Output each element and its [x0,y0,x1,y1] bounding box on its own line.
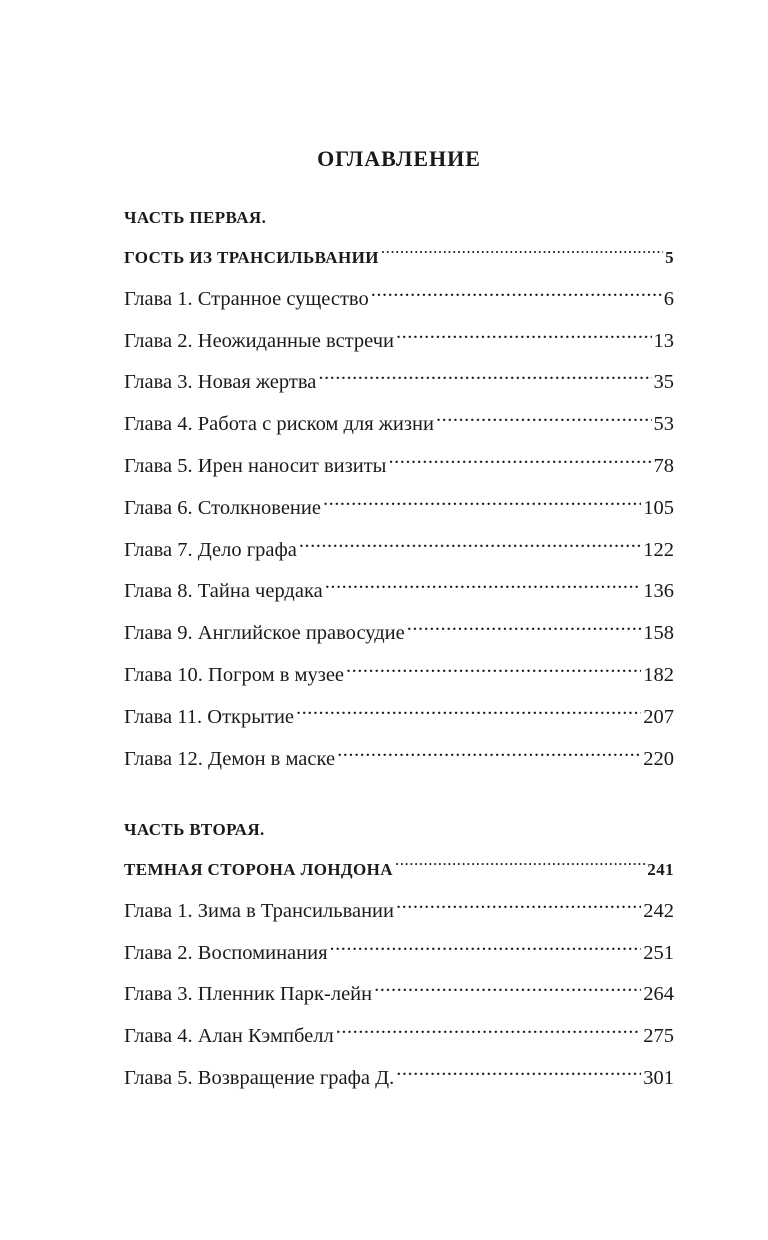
chapter-title: Глава 7. Дело графа [124,538,297,561]
chapter-title: Глава 6. Столкновение [124,496,321,519]
dot-leader [396,317,651,347]
dot-leader [407,609,642,639]
dot-leader [299,526,641,556]
chapter-title: Глава 1. Зима в Трансильвании [124,899,395,922]
chapter-row [124,275,674,317]
chapter-row [124,317,674,359]
page-number: 220 [643,747,674,770]
page-number: 301 [643,1066,674,1089]
page-number: 251 [643,941,674,964]
page-number: 158 [643,622,674,645]
dot-leader [371,275,662,305]
dot-leader [346,651,641,681]
chapter-row [124,887,674,929]
page-number: 275 [643,1025,674,1048]
chapter-title: Глава 9. Английское правосудие [124,622,405,645]
chapter-row [124,609,674,651]
page-number: 13 [653,329,674,352]
chapter-row [124,1054,674,1096]
chapter-title: Глава 2. Воспоминания [124,941,328,964]
chapter-title: Глава 10. Погром в музее [124,663,345,686]
dot-leader [296,693,641,723]
chapter-title: Глава 3. Новая жертва [124,371,317,394]
page-number: 122 [643,538,674,561]
page-number: 6 [663,287,674,310]
chapter-row [124,970,674,1012]
part-label: ЧАСТЬ ВТОРАЯ. [124,820,265,839]
chapter-row [124,442,674,484]
chapter-row [124,929,674,971]
page-number: 182 [643,663,674,686]
dot-leader [436,400,652,430]
chapter-title: Глава 12. Демон в маске [124,747,336,770]
dot-leader [396,1054,641,1084]
chapter-row [124,735,674,777]
page-number: 5 [665,248,674,267]
chapter-row [124,484,674,526]
chapter-title: Глава 5. Возвращение графа Д. [124,1066,395,1089]
dot-leader [330,929,642,959]
part-title: ТЕМНАЯ СТОРОНА ЛОНДОНА [124,860,393,879]
chapter-row [124,1012,674,1054]
chapter-title: Глава 4. Работа с риском для жизни [124,413,434,436]
chapter-title: Глава 5. Ирен наносит визиты [124,454,387,477]
page-number: 207 [643,705,674,728]
page-number: 35 [653,371,674,394]
chapter-row [124,526,674,568]
part-label: ЧАСТЬ ПЕРВАЯ. [124,208,267,227]
chapter-row [124,358,674,400]
page-number: 242 [643,899,674,922]
page-number: 241 [647,860,674,879]
chapter-title: Глава 1. Странное существо [124,287,369,310]
dot-leader [374,970,641,1000]
part-title: ГОСТЬ ИЗ ТРАНСИЛЬВАНИИ [124,248,379,267]
chapter-title: Глава 11. Открытие [124,705,295,728]
dot-leader [323,484,641,514]
page-number: 105 [643,496,674,519]
dot-leader [325,567,642,597]
dot-leader [381,233,663,263]
chapter-row [124,651,674,693]
part-title-row [124,845,674,879]
dot-leader [395,845,645,875]
dot-leader [396,887,641,917]
page-title: ОГЛАВЛЕНИЕ [317,146,481,171]
chapter-title: Глава 8. Тайна чердака [124,580,323,603]
chapter-title: Глава 3. Пленник Парк-лейн [124,983,373,1006]
page-number: 53 [653,413,674,436]
page-number: 78 [653,454,674,477]
chapter-title: Глава 2. Неожиданные встречи [124,329,395,352]
part-two [124,815,674,1096]
dot-leader [318,358,651,388]
dot-leader [336,1012,642,1042]
page-number: 264 [643,983,674,1006]
chapter-row [124,400,674,442]
chapter-row [124,567,674,609]
dot-leader [388,442,651,472]
part-one [124,203,674,776]
chapter-row [124,693,674,735]
page-number: 136 [643,580,674,603]
part-title-row [124,233,674,267]
dot-leader [337,735,641,765]
chapter-title: Глава 4. Алан Кэмпбелл [124,1025,334,1048]
